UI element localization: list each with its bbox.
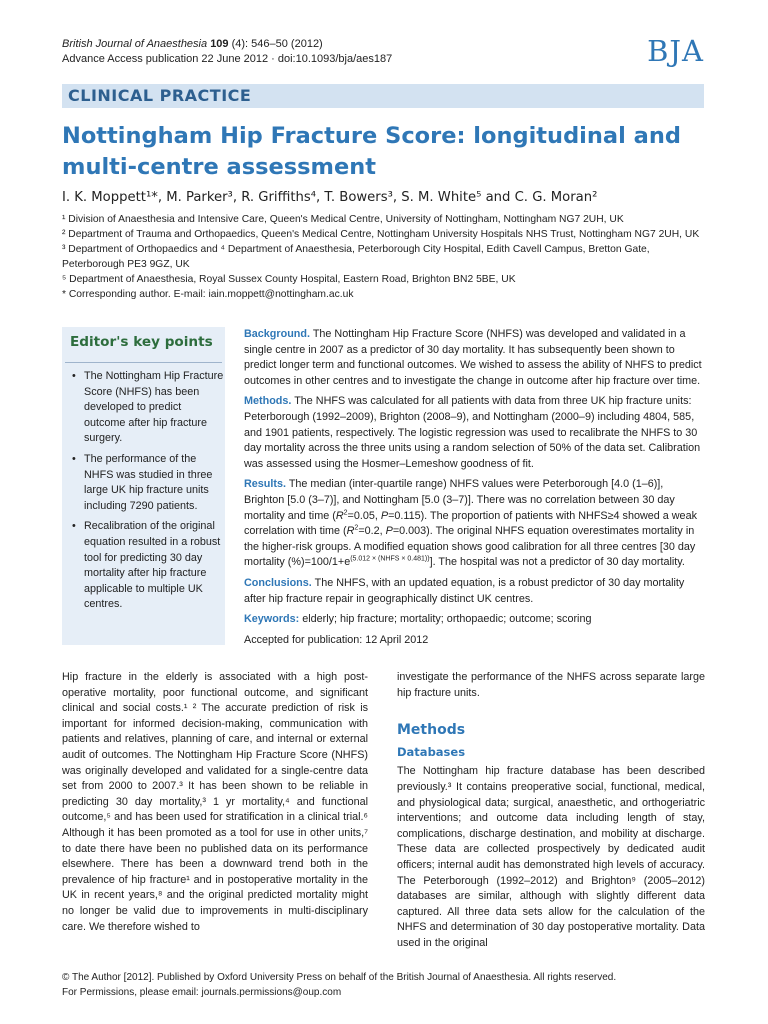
key-point-item [72,369,224,447]
bullet-icon: • [72,452,76,465]
abstract-methods [244,394,706,472]
key-point-text: The Nottingham Hip Fracture Score (NHFS) has been developed to predict outcome after hip fracture surgery. [84,370,224,445]
affiliation-line: ³ Department of Orthopaedics and ⁴ Department of Anaesthesia, Peterborough City Hospital, Edith Cavell Campus, Bretton Gate, [62,244,650,255]
journal-logo: BJA [647,34,704,68]
key-points-heading: Editor's key points [70,334,213,350]
affiliation-line: ⁵ Department of Anaesthesia, Royal Sussex County Hospital, Eastern Road, Brighton BN2 5BE, UK [62,274,516,285]
results-exponent: (5.012 × (NHFS × 0.481)) [350,555,430,563]
page-footer [62,970,616,1000]
section-banner-label: CLINICAL PRACTICE [68,86,252,105]
conclusions-label: Conclusions. [244,576,312,589]
advance-access-line: Advance Access publication 22 June 2012 · doi:10.1093/bja/aes187 [62,53,393,65]
article-title: Nottingham Hip Fracture Score: longitudinal and multi-centre assessment [62,123,681,180]
editors-key-points-box [62,327,225,645]
results-pb: =0.003). The original NHFS equation overestimates mortality in the higher-risk groups. A modified equation shows good calibration for all three centres [30 day mortality (%)=100/1+e [244,525,696,569]
results-end: ]. The hospital was not a predictor of 30 day mortality. [429,556,685,569]
intro-continued: investigate the performance of the NHFS across separate large hip fracture units. [397,671,705,699]
conclusions-text: The NHFS, with an updated equation, is a robust predictor of 30 day mortality after hip fracture repair in geographically distinct UK centres. [244,576,685,605]
methods-text: The NHFS was calculated for all patients with data from three UK hip fracture units: Peterborough (1992–2009), Brighton (2008–9), and Nottingham (2000–9) including 4804, 585, and 1901 patients, respectively. The logistic regression was used to recalibrate the NHFS to 30 day mortality across the three units using a random selection of 50% of the data set. Calibration was assessed using the Hosmer–Lemeshow goodness of fit. [244,395,701,470]
results-text: The median (inter-quartile range) NHFS values were Peterborough [4.0 (1–6)], Brighton [5.0 (3–7)], and Nottingham [5.0 (3–7)]. There was no correlation between 30 day mortality and time ( [244,478,675,522]
abstract-keywords [244,612,706,628]
journal-issue: (4): 546–50 (2012) [231,38,323,50]
affiliations [62,212,712,302]
methods-label: Methods. [244,395,292,408]
results-r2a: =0.05, [347,509,381,522]
databases-paragraph: The Nottingham hip fracture database has been described previously.³ It contains preoperative social, functional, medical, and physiological data; surgical, anaesthetic, and orthogeriatric interventions; and outcome data including length of stay, complications, discharge destination, and mobility at discharge. These data are collected prospectively by dedicated audit officers; internal audit has demonstrated high levels of accuracy. The Peterborough (1992–2012) and Brighton⁹ (2005–2012) databases are similar, although with slightly different data captured. All three data sets allow for the calculation of the NHFS and determination of 30 day postoperative mortality. Data used in the original [397,765,705,949]
background-label: Background. [244,328,310,340]
journal-volume: 109 [210,38,229,50]
key-points-divider [65,362,222,363]
key-point-text: The performance of the NHFS was studied in three large UK hip fracture units including 7290 patients. [84,452,213,512]
abstract [244,327,706,653]
section-banner [62,84,704,108]
databases-heading: Databases [397,744,466,759]
corresponding-author: * Corresponding author. E-mail: iain.moppett@nottingham.ac.uk [62,289,354,300]
journal-header [62,37,392,67]
key-point-item [72,519,224,613]
results-r2b: =0.2, [358,525,386,538]
abstract-results: Results. The median (inter-quartile range) NHFS values were Peterborough [4.0 (1–6)], Brighton [5.0 (3–7)], and Nottingham [5.0 (3–7)]. There was no correlation between 30 day mortality and time ($R^2=0.05$, P=0.115). The proportion of patients with NHFS≥4 showed a weak correlation with time ($R^2=0.2$, P=0.003). The original NHFS equation overestimates mortality in the higher-risk groups. A modified equation shows good calibration for all three centres [30 day mortality $(\%)=100/1+e^{(5.012 \times (NHFS \times 0.481))}$]. The hospital was not a predictor of 30 day mortality. [244,478,697,569]
background-text: The Nottingham Hip Fracture Score (NHFS) was developed and validated in a single centre in 2007 as a predictor of 30 day mortality. It has subsequently been shown to predict longer term and functional outcomes. We wished to assess the ability of NHFS to predict outcomes in other centres and to investigate the change in outcome after hip fracture over time. [244,328,702,387]
abstract-conclusions [244,576,706,607]
accepted-date: Accepted for publication: 12 April 2012 [244,633,429,646]
keywords-text: elderly; hip fracture; mortality; orthopaedic; outcome; scoring [302,613,592,626]
body-column-left [62,670,368,935]
body-column-right [397,670,705,952]
author-list: I. K. Moppett¹*, M. Parker³, R. Griffiths⁴, T. Bowers³, S. M. White⁵ and C. G. Moran² [62,190,598,205]
affiliation-line: ¹ Division of Anaesthesia and Intensive Care, Queen's Medical Centre, University of Nottingham, Nottingham NG7 2UH, UK [62,214,624,225]
bullet-icon: • [72,370,76,382]
key-points-list [62,369,225,613]
methods-heading: Methods [397,722,466,739]
affiliation-line: ² Department of Trauma and Orthopaedics, Queen's Medical Centre, Nottingham University Hospitals NHS Trust, Nottingham NG7 2UH, UK [62,229,700,240]
journal-name: British Journal of Anaesthesia [62,38,208,50]
permissions-line: For Permissions, please email: journals.permissions@oup.com [62,987,342,998]
results-label: Results. [244,478,287,491]
key-point-text: Recalibration of the original equation resulted in a robust tool for predicting 30 day mortality after hip fracture applicable to multiple UK centres. [84,520,221,611]
bullet-icon: • [72,520,76,533]
copyright-line: © The Author [2012]. Published by Oxford University Press on behalf of the British Journal of Anaesthesia. All rights reserved. [62,972,617,983]
affiliation-line: Peterborough PE3 9GZ, UK [62,259,190,270]
results-pa: =0.115). The proportion of patients with NHFS≥4 showed a weak correlation with time ( [244,509,697,538]
intro-paragraph: Hip fracture in the elderly is associated with a high post-operative mortality, poor functional outcome, and significant clinical and social costs.¹ ² The accurate prediction of risk is important for informed decision-making, communication with patients and relatives, planning of care, and internal or external audit of outcomes. The Nottingham Hip Fracture Score (NHFS) was originally developed and validated for a single-centre data set from 2000 to 2007.³ It has been shown to be reliable in predicting 30 day mortality,³ 1 yr mortality,⁴ and functional outcome,⁵ and has been used for stratification in a clinical trial.⁶ Although it has been promoted as a tool for use in other units,⁷ to date there have been no published data on its performance elsewhere. There has been a downward trend both in the prevalence of hip fracture¹ and in postoperative mortality in the UK in recent years,⁸ and the original predicted mortality might no longer be valid due to improvements in multi-disciplinary care. We therefore wished to [62,671,368,933]
keywords-label: Keywords: [244,613,300,626]
key-point-item [72,452,224,514]
abstract-background [244,327,706,389]
